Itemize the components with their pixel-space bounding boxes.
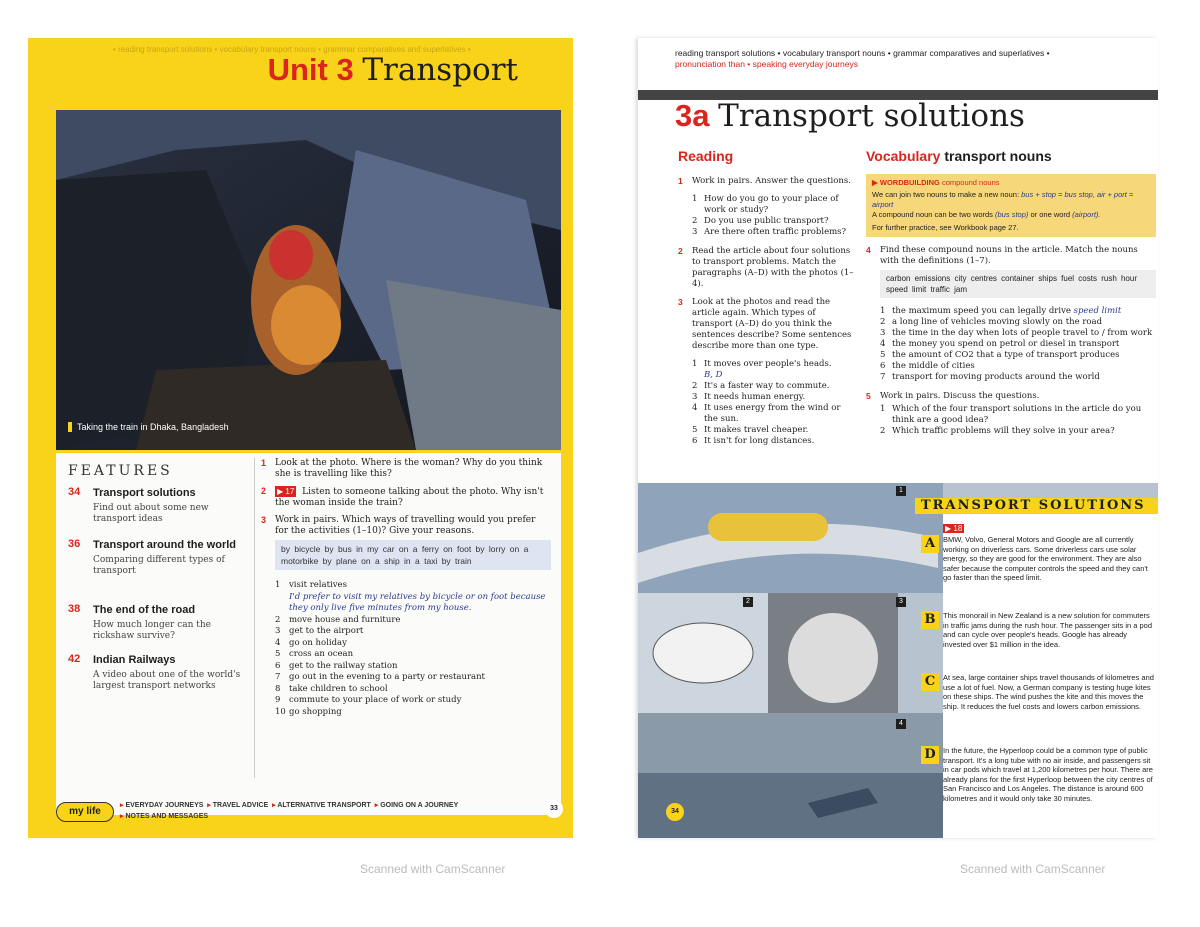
audio-track-icon[interactable]: ▶ 17 — [277, 487, 295, 496]
unit-label: Unit 3 — [267, 52, 354, 87]
list-item: 2 Do you use public transport? — [692, 216, 829, 226]
list-item: 1 visit relatives — [275, 580, 347, 590]
my-life-badge: my life — [56, 802, 114, 822]
unit-title — [268, 52, 518, 88]
features-heading: FEATURES — [68, 463, 173, 479]
article-box — [921, 498, 1158, 838]
list-item: 8 take children to school — [275, 683, 388, 694]
vocab-q4: 4 Find these compound nouns in the article. Match the nouns with the definitions (1–7). — [866, 245, 1138, 266]
q3-answer: B, D — [704, 370, 723, 380]
feature-title: The end of the road — [93, 604, 196, 616]
list-item: 1 the maximum speed you can legally drive speed limit — [880, 306, 1122, 316]
list-item: 7 go out in the evening to a party or restaurant — [275, 672, 485, 682]
feature-item[interactable] — [68, 603, 243, 642]
photo-number: 2 — [743, 597, 753, 607]
list-item: 10 go shopping — [275, 706, 342, 717]
feature-title: Indian Railways — [93, 654, 176, 666]
audio-track-icon[interactable]: ▶ 18 — [945, 524, 963, 533]
article-paragraph: A BMW, Volvo, General Motors and Google are all currently working on driverless cars. Some driverless cars use solar energy, so they are good for the environment. They are also safer because the computer controls the speed and they can't go faster than the speed limit. — [943, 535, 1155, 583]
unit-top-tag: • reading transport solutions • vocabulary transport nouns • grammar comparatives and superlatives • — [113, 45, 471, 54]
feature-page: 36 — [68, 538, 81, 550]
list-item: 3 the time in the day when lots of people travel to / from work — [880, 328, 1153, 338]
article-title: TRANSPORT SOLUTIONS — [915, 498, 1158, 514]
link-everyday-journeys[interactable]: EVERYDAY JOURNEYS — [125, 802, 204, 809]
link-alternative-transport[interactable]: ALTERNATIVE TRANSPORT — [277, 802, 371, 809]
article-paragraph: D In the future, the Hyperloop could be a common type of public transport. It's a long tube with no air inside, and passengers sit in car pods which travel at 1,200 kilometres per hour. There are already plans for the first Hyperloop between the city centres of San Francisco and Los Angeles. The distance is around 600 kilometres and it would only take 30 minutes. — [943, 746, 1155, 803]
vocab-q5: 5 Work in pairs. Discuss the questions. — [866, 391, 1040, 401]
list-item: 1 It moves over people's heads. — [692, 359, 832, 369]
list-item: 6 It isn't for long distances. — [692, 436, 815, 446]
my-life-links: ▸ EVERYDAY JOURNEYS ▸ TRAVEL ADVICE ▸ ALTERNATIVE TRANSPORT ▸ GOING ON A JOURNEY ▸ NOTES AND MESSAGES — [120, 802, 459, 820]
feature-page: 42 — [68, 653, 81, 665]
reading-column — [678, 176, 856, 447]
watermark: Scanned with CamScanner — [960, 862, 1106, 876]
list-item: 5 cross an ocean — [275, 649, 354, 659]
feature-subtitle: A video about one of the world's largest transport networks — [93, 670, 241, 691]
link-going-on-a-journey[interactable]: GOING ON A JOURNEY — [380, 802, 459, 809]
list-item: 3 It needs human energy. — [692, 392, 806, 402]
feature-item[interactable] — [68, 538, 243, 577]
list-item: 9 commute to your place of work or study — [275, 695, 462, 705]
photo-caption: Taking the train in Dhaka, Bangladesh — [68, 422, 229, 432]
feature-item[interactable] — [68, 486, 243, 525]
wordbuilding-box: ▶ WORDBUILDING compound nouns We can join two nouns to make a new noun: bus + stop = bus stop, air + port = airport A compound noun can be two words (bus stop) or one word (airport). For further practice, see Workbook page 27. — [866, 174, 1156, 237]
link-travel-advice[interactable]: TRAVEL ADVICE — [212, 802, 269, 809]
question-1: 1 Look at the photo. Where is the woman? Why do you think she is travelling like this? — [261, 458, 543, 479]
example-answer: I'd prefer to visit my relatives by bicycle or on foot because they only live five minutes from my house. — [289, 591, 546, 613]
lesson-name: Transport solutions — [718, 98, 1025, 134]
article-paragraph: C At sea, large container ships travel thousands of kilometres and use a lot of fuel. Now, a German company is testing huge kites on these ships. The wind pushes the kite and this moves the ship. It reduces the fuel costs and lowers carbon emissions. — [943, 673, 1155, 711]
list-item: 3 Are there often traffic problems? — [692, 227, 847, 237]
question-2: 2 ▶ 17 Listen to someone talking about the photo. Why isn't the woman inside the train? — [261, 486, 544, 508]
list-item: 5 It makes travel cheaper. — [692, 425, 809, 435]
feature-subtitle: Find out about some new transport ideas — [93, 503, 209, 524]
list-item: 6 get to the railway station — [275, 660, 398, 671]
feature-subtitle: How much longer can the rickshaw survive? — [93, 620, 212, 641]
question-3: 3 Work in pairs. Which ways of travelling would you prefer for the activities (1–10)? Give your reasons. — [261, 515, 536, 536]
activities-list — [261, 580, 551, 718]
watermark: Scanned with CamScanner — [360, 862, 506, 876]
vocabulary-heading: Vocabulary transport nouns — [866, 148, 1052, 164]
list-item: 4 It uses energy from the wind or the sun. — [692, 403, 841, 424]
reading-q3: 3 Look at the photos and read the article again. Which types of transport (A–D) do you think the sentences describe? Some sentences describe more than one type. — [678, 297, 852, 351]
feature-page: 38 — [68, 603, 81, 615]
reading-q1: 1 Work in pairs. Answer the questions. — [678, 176, 851, 186]
list-item: 3 get to the airport — [275, 626, 364, 636]
column-divider — [254, 458, 255, 778]
reading-q2: 2 Read the article about four solutions to transport problems. Match the paragraphs (A–D) with the photos (1–4). — [678, 246, 854, 289]
list-item: 7 transport for moving products around the world — [880, 372, 1100, 382]
list-item: 2 Which traffic problems will they solve in your area? — [880, 426, 1115, 436]
list-item: 1 How do you go to your place of work or study? — [692, 194, 839, 215]
lesson-title — [675, 98, 1025, 134]
my-life-bar — [56, 798, 536, 830]
hero-photo — [56, 110, 561, 450]
train-photo-illustration — [56, 110, 561, 450]
page-number: 34 — [666, 803, 684, 821]
list-item: 2 move house and furniture — [275, 614, 401, 625]
left-page — [28, 38, 573, 838]
photo-number: 3 — [896, 597, 906, 607]
list-item: 5 the amount of CO2 that a type of transport produces — [880, 350, 1120, 360]
unit-name: Transport — [362, 52, 518, 88]
page-number: 33 — [545, 800, 563, 818]
nouns-box: carbon emissions city centres container ships fuel costs rush hour speed limit traffic jam — [880, 270, 1156, 298]
feature-page: 34 — [68, 486, 81, 498]
feature-subtitle: Comparing different types of transport — [93, 555, 225, 576]
right-page — [638, 38, 1158, 838]
feature-item[interactable] — [68, 653, 243, 692]
reading-heading: Reading — [678, 148, 734, 164]
photo-number: 1 — [896, 486, 906, 496]
travel-options-box: by bicycle by bus in my car on a ferry on foot by lorry on a motorbike by plane on a ship in a taxi by train — [275, 540, 551, 570]
list-item: 2 It's a faster way to commute. — [692, 381, 830, 391]
lesson-code: 3a — [675, 98, 710, 133]
link-notes-and-messages[interactable]: NOTES AND MESSAGES — [125, 813, 209, 820]
features-panel — [56, 453, 561, 815]
vocabulary-column — [866, 174, 1156, 437]
list-item: 1 Which of the four transport solutions in the article do you think are a good idea? — [880, 404, 1142, 425]
article-paragraph: B This monorail in New Zealand is a new solution for commuters in traffic jams during the rush hour. The passenger sits in a pod and can cycle over people's heads. Google has already invested over $1 million in the idea. — [943, 611, 1155, 649]
question-column — [261, 458, 551, 718]
list-item: 4 the money you spend on petrol or diesel in transport — [880, 339, 1120, 349]
lesson-tag: reading transport solutions • vocabulary transport nouns • grammar comparatives and superlatives • pronunciation than • speaking everyday journeys — [675, 48, 1050, 69]
list-item: 4 go on holiday — [275, 637, 347, 648]
feature-title: Transport around the world — [93, 539, 237, 551]
list-item: 6 the middle of cities — [880, 361, 975, 371]
photo-number: 4 — [896, 719, 906, 729]
list-item: 2 a long line of vehicles moving slowly on the road — [880, 317, 1103, 327]
feature-title: Transport solutions — [93, 487, 196, 499]
